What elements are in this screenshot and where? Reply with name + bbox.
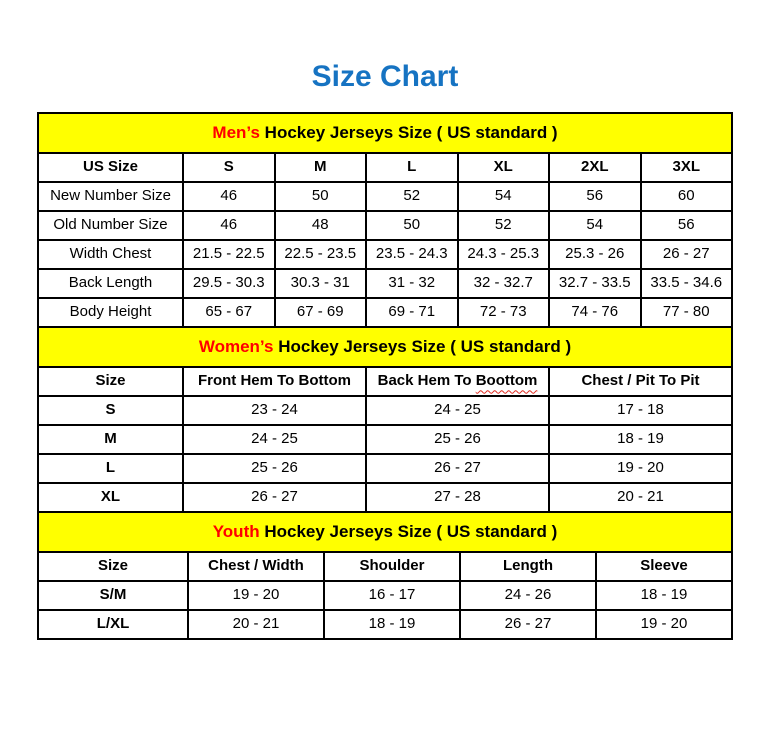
- womens-banner-highlight: Women’s: [198, 336, 274, 356]
- womens-value-m-0: 24 - 25: [183, 425, 366, 454]
- youth-col-header-length: Length: [460, 552, 596, 581]
- womens-value-xl-2: 20 - 21: [549, 483, 732, 512]
- mens-value-new-number-size-2: 52: [366, 182, 458, 211]
- mens-value-width-chest-0: 21.5 - 22.5: [183, 240, 275, 269]
- womens-banner-text: Hockey Jerseys Size ( US standard ): [273, 336, 572, 356]
- mens-value-new-number-size-4: 56: [549, 182, 641, 211]
- womens-value-s-1: 24 - 25: [366, 396, 549, 425]
- mens-col-header-l: L: [366, 153, 458, 182]
- mens-value-new-number-size-5: 60: [641, 182, 733, 211]
- youth-value-l-xl-1: 18 - 19: [324, 610, 460, 639]
- womens-row-xl: [38, 483, 732, 512]
- youth-banner-text: Hockey Jerseys Size ( US standard ): [259, 521, 558, 541]
- mens-value-body-height-5: 77 - 80: [641, 298, 733, 327]
- size-tables-container: [37, 112, 733, 640]
- youth-row-label-s-m: S/M: [38, 581, 188, 610]
- page-title: Size Chart: [311, 60, 459, 93]
- youth-value-s-m-2: 24 - 26: [460, 581, 596, 610]
- youth-col-header-size: Size: [38, 552, 188, 581]
- womens-value-xl-0: 26 - 27: [183, 483, 366, 512]
- mens-col-header-3xl: 3XL: [641, 153, 733, 182]
- mens-row-label-new-number-size: New Number Size: [38, 182, 183, 211]
- womens-value-m-1: 25 - 26: [366, 425, 549, 454]
- womens-row-label-s: S: [38, 396, 183, 425]
- mens-row-new-number-size: [38, 182, 732, 211]
- mens-value-body-height-3: 72 - 73: [458, 298, 550, 327]
- mens-value-body-height-2: 69 - 71: [366, 298, 458, 327]
- mens-row-back-length: [38, 269, 732, 298]
- womens-col-header-size: Size: [38, 367, 183, 396]
- youth-value-s-m-0: 19 - 20: [188, 581, 324, 610]
- womens-row-label-l: L: [38, 454, 183, 483]
- mens-row-label-body-height: Body Height: [38, 298, 183, 327]
- mens-value-old-number-size-1: 48: [275, 211, 367, 240]
- womens-size-table: [37, 326, 733, 513]
- womens-value-xl-1: 27 - 28: [366, 483, 549, 512]
- youth-value-l-xl-3: 19 - 20: [596, 610, 732, 639]
- youth-row-l-xl: [38, 610, 732, 639]
- mens-col-header-xl: XL: [458, 153, 550, 182]
- mens-value-new-number-size-0: 46: [183, 182, 275, 211]
- womens-col-header-front-hem-to-bottom: Front Hem To Bottom: [183, 367, 366, 396]
- womens-value-l-0: 25 - 26: [183, 454, 366, 483]
- youth-col-header-sleeve: Sleeve: [596, 552, 732, 581]
- mens-col-header-2xl: 2XL: [549, 153, 641, 182]
- womens-row-s: [38, 396, 732, 425]
- mens-col-header-us-size: US Size: [38, 153, 183, 182]
- mens-value-back-length-0: 29.5 - 30.3: [183, 269, 275, 298]
- mens-row-width-chest: [38, 240, 732, 269]
- mens-size-table: [37, 112, 733, 328]
- mens-col-header-m: M: [275, 153, 367, 182]
- mens-value-body-height-4: 74 - 76: [549, 298, 641, 327]
- mens-value-width-chest-5: 26 - 27: [641, 240, 733, 269]
- mens-value-old-number-size-2: 50: [366, 211, 458, 240]
- mens-value-old-number-size-5: 56: [641, 211, 733, 240]
- youth-value-l-xl-2: 26 - 27: [460, 610, 596, 639]
- womens-value-m-2: 18 - 19: [549, 425, 732, 454]
- youth-col-header-shoulder: Shoulder: [324, 552, 460, 581]
- womens-row-label-m: M: [38, 425, 183, 454]
- womens-row-label-xl: XL: [38, 483, 183, 512]
- womens-value-s-0: 23 - 24: [183, 396, 366, 425]
- mens-banner-highlight: Men’s: [212, 122, 260, 142]
- youth-value-s-m-1: 16 - 17: [324, 581, 460, 610]
- mens-value-back-length-3: 32 - 32.7: [458, 269, 550, 298]
- mens-value-back-length-1: 30.3 - 31: [275, 269, 367, 298]
- youth-row-label-l-xl: L/XL: [38, 610, 188, 639]
- mens-row-old-number-size: [38, 211, 732, 240]
- youth-col-header-chest-width: Chest / Width: [188, 552, 324, 581]
- mens-value-new-number-size-1: 50: [275, 182, 367, 211]
- mens-value-old-number-size-0: 46: [183, 211, 275, 240]
- mens-value-new-number-size-3: 54: [458, 182, 550, 211]
- mens-banner-text: Hockey Jerseys Size ( US standard ): [259, 122, 558, 142]
- mens-value-width-chest-2: 23.5 - 24.3: [366, 240, 458, 269]
- mens-value-back-length-5: 33.5 - 34.6: [641, 269, 733, 298]
- mens-value-width-chest-4: 25.3 - 26: [549, 240, 641, 269]
- youth-banner-highlight: Youth: [212, 521, 260, 541]
- size-chart-page: [37, 60, 733, 640]
- mens-row-label-back-length: Back Length: [38, 269, 183, 298]
- mens-row-label-old-number-size: Old Number Size: [38, 211, 183, 240]
- womens-col-header-chest-pit-to-pit: Chest / Pit To Pit: [549, 367, 732, 396]
- mens-value-old-number-size-3: 52: [458, 211, 550, 240]
- mens-value-width-chest-3: 24.3 - 25.3: [458, 240, 550, 269]
- womens-row-m: [38, 425, 732, 454]
- womens-row-l: [38, 454, 732, 483]
- womens-value-l-1: 26 - 27: [366, 454, 549, 483]
- womens-spellcheck-word: Boottom: [475, 372, 538, 390]
- mens-value-back-length-4: 32.7 - 33.5: [549, 269, 641, 298]
- youth-value-s-m-3: 18 - 19: [596, 581, 732, 610]
- mens-section-banner: [38, 113, 732, 153]
- womens-col-header-back-hem-to-boottom: Back Hem To Boottom: [366, 367, 549, 396]
- womens-value-l-2: 19 - 20: [549, 454, 732, 483]
- youth-row-s-m: [38, 581, 732, 610]
- mens-row-body-height: [38, 298, 732, 327]
- mens-value-body-height-0: 65 - 67: [183, 298, 275, 327]
- mens-value-old-number-size-4: 54: [549, 211, 641, 240]
- mens-row-label-width-chest: Width Chest: [38, 240, 183, 269]
- youth-size-table: [37, 511, 733, 640]
- womens-section-banner: [38, 327, 732, 367]
- womens-value-s-2: 17 - 18: [549, 396, 732, 425]
- youth-value-l-xl-0: 20 - 21: [188, 610, 324, 639]
- mens-value-body-height-1: 67 - 69: [275, 298, 367, 327]
- mens-value-back-length-2: 31 - 32: [366, 269, 458, 298]
- mens-value-width-chest-1: 22.5 - 23.5: [275, 240, 367, 269]
- mens-col-header-s: S: [183, 153, 275, 182]
- youth-section-banner: [38, 512, 732, 552]
